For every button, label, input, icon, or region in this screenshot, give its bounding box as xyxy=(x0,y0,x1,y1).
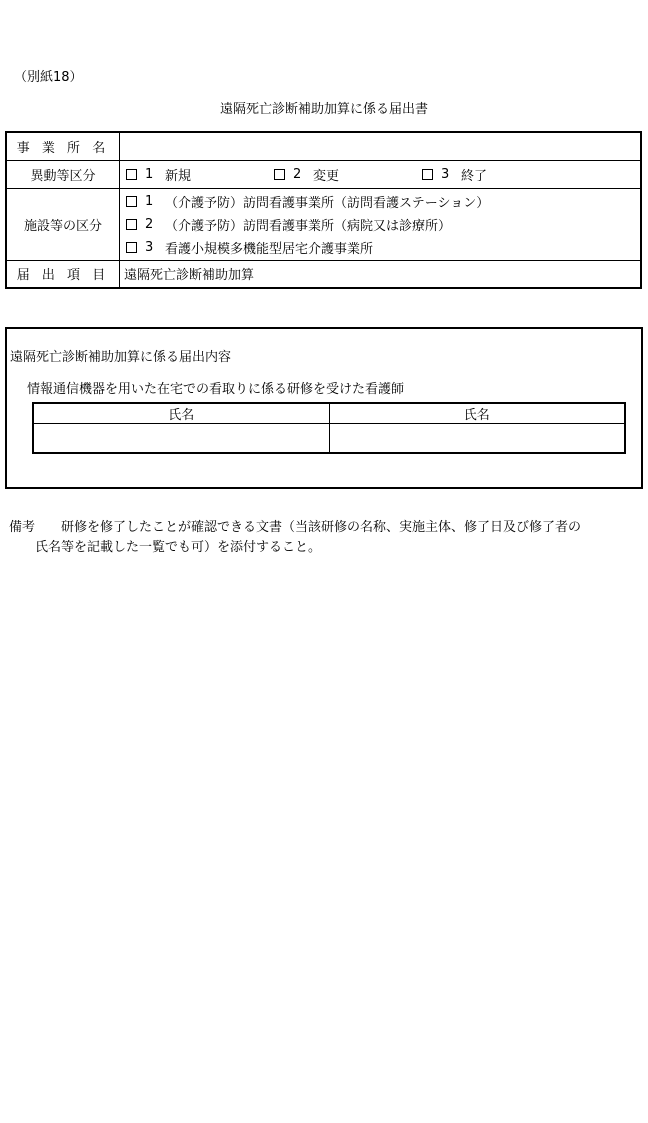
change-option-new[interactable]: 1 新規 xyxy=(120,165,268,184)
change-type-label: 異動等区分 xyxy=(6,160,120,188)
notification-form-table xyxy=(5,131,642,289)
notification-item-label: 届 出 項 目 xyxy=(6,260,120,288)
notification-item-value: 遠隔死亡診断補助加算 xyxy=(120,260,642,288)
nurse-name-cell-2[interactable] xyxy=(329,424,625,454)
facility-type-options xyxy=(120,188,642,260)
checkbox-icon[interactable] xyxy=(126,169,137,180)
office-name-label: 事 業 所 名 xyxy=(6,132,120,160)
facility-option-3[interactable]: 3 看護小規模多機能型居宅介護事業所 xyxy=(120,236,640,259)
checkbox-icon[interactable] xyxy=(126,219,137,230)
change-option-end[interactable]: 3 終了 xyxy=(416,165,487,184)
checkbox-icon[interactable] xyxy=(126,242,137,253)
remarks-line-1: 備考 研修を修了したことが確認できる文書（当該研修の名称、実施主体、修了日及び修了者の xyxy=(9,518,645,538)
checkbox-icon[interactable] xyxy=(422,169,433,180)
nurse-name-header-1: 氏名 xyxy=(33,403,329,424)
facility-option-2[interactable]: 2 （介護予防）訪問看護事業所（病院又は診療所） xyxy=(120,213,640,236)
content-heading: 遠隔死亡診断補助加算に係る届出内容 xyxy=(10,350,232,365)
content-subheading: 情報通信機器を用いた在宅での看取りに係る研修を受けた看護師 xyxy=(27,382,405,397)
attachment-reference: （別紙18） xyxy=(14,70,83,85)
document-title: 遠隔死亡診断補助加算に係る届出書 xyxy=(219,102,428,117)
remarks xyxy=(9,518,645,558)
change-type-options xyxy=(120,160,642,188)
checkbox-icon[interactable] xyxy=(126,196,137,207)
remarks-label: 備考 xyxy=(9,520,36,535)
facility-type-label: 施設等の区分 xyxy=(6,188,120,260)
nurse-name-header-2: 氏名 xyxy=(329,403,625,424)
office-name-value[interactable] xyxy=(120,132,642,160)
checkbox-icon[interactable] xyxy=(274,169,285,180)
notification-content-box xyxy=(5,327,643,489)
change-option-modify[interactable]: 2 変更 xyxy=(268,165,416,184)
remarks-line-2: 氏名等を記載した一覧でも可）を添付すること。 xyxy=(35,540,322,555)
nurse-name-table xyxy=(32,402,626,454)
facility-option-1[interactable]: 1 （介護予防）訪問看護事業所（訪問看護ステーション） xyxy=(120,190,640,213)
nurse-name-cell-1[interactable] xyxy=(33,424,329,454)
